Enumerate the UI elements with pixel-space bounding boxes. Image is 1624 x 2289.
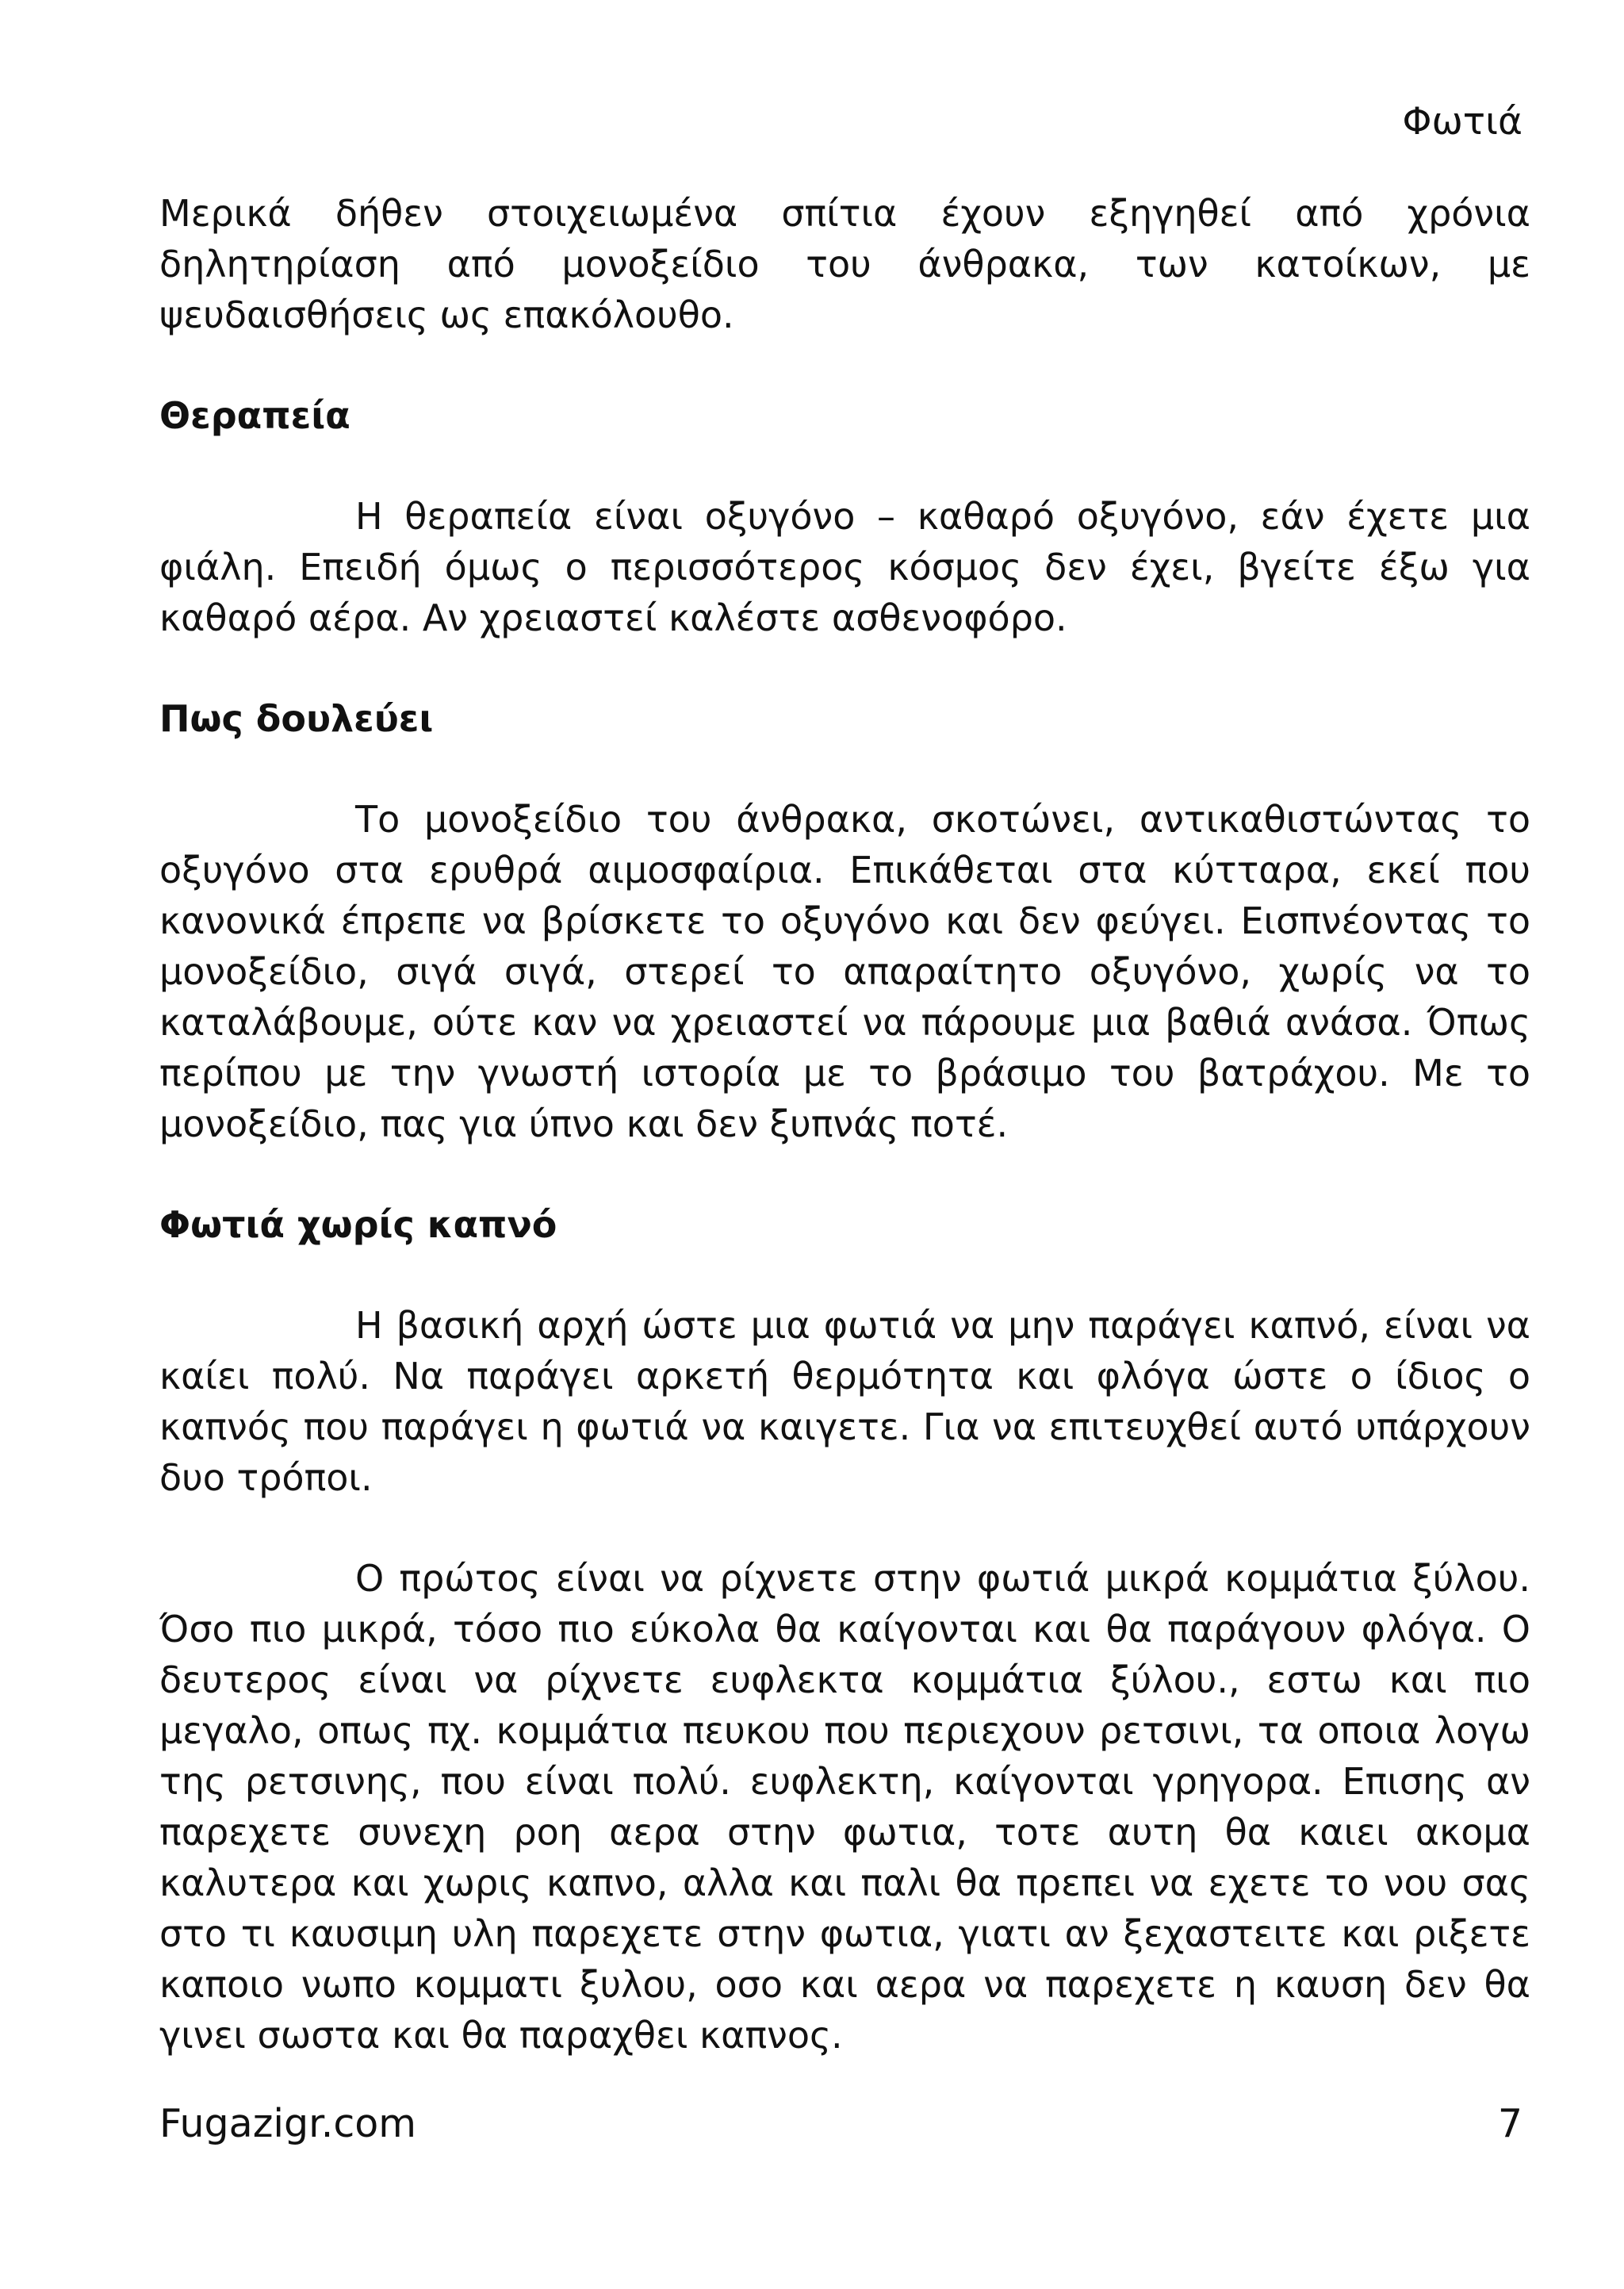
running-head-title: Φωτιά	[1402, 100, 1522, 144]
spacer	[159, 1503, 1530, 1553]
therapy-paragraph: Η θεραπεία είναι οξυγόνο – καθαρό οξυγόνο, εάν έχετε μια φιάλη. Επειδή όμως ο περισσότερος κόσμος δεν έχει, βγείτε έξω για καθαρό αέρα. Αν χρειαστεί καλέστε ασθενοφόρο.	[159, 495, 1530, 639]
smokeless-fire-paragraph-1: Η βασική αρχή ώστε μια φωτιά να μην παράγει καπνό, είναι να καίει πολύ. Να παράγει αρκετή θερμότητα και φλόγα ώστε ο ίδιος ο καπνός που παράγει η φωτιά να καιγετε. Για να επιτευχθεί αυτό υπάρχουν δυο τρόποι.	[159, 1304, 1530, 1499]
spacer	[159, 441, 1530, 491]
page-number: 7	[1497, 2101, 1522, 2146]
spacer	[159, 1149, 1530, 1199]
spacer	[159, 744, 1530, 794]
spacer	[159, 1250, 1530, 1300]
how-it-works-heading: Πως δουλεύει	[159, 697, 434, 740]
page-body	[159, 188, 1530, 2061]
smokeless-fire-heading: Φωτιά χωρίς καπνό	[159, 1203, 557, 1246]
spacer	[159, 340, 1530, 390]
how-it-works-paragraph: Το μονοξείδιο του άνθρακα, σκοτώνει, αντικαθιστώντας το οξυγόνο στα ερυθρά αιμοσφαίρια. Επικάθεται στα κύτταρα, εκεί που κανονικά έπρεπε να βρίσκετε το οξυγόνο και δεν φεύγει. Εισπνέοντας το μονοξείδιο, σιγά σιγά, στερεί το απαραίτητο οξυγόνο, χωρίς να το καταλάβουμε, ούτε καν να χρειαστεί να πάρουμε μια βαθιά ανάσα. Όπως περίπου με την γνωστή ιστορία με το βράσιμο του βατράχου. Με το μονοξείδιο, πας για ύπνο και δεν ξυπνάς ποτέ.	[159, 798, 1530, 1145]
smokeless-fire-paragraph-2: Ο πρώτος είναι να ρίχνετε στην φωτιά μικρά κομμάτια ξύλου. Όσο πιο μικρά, τόσο πιο εύκολα θα καίγονται και θα παράγουν φλόγα. Ο δευτερος είναι να ρίχνετε ευφλεκτα κομμάτια ξύλου., εστω και πιο μεγαλο, οπως πχ. κομμάτια πευκου που περιεχουν ρετσινι, τα οποια λογω της ρετσινης, που είναι πολύ. ευφλεκτη, καίγονται γρηγορα. Επισης αν παρεχετε συνεχη ροη αερα στην φωτια, τοτε αυτη θα καιει ακομα καλυτερα και χωρις καπνο, αλλα και παλι θα πρεπει να εχετε το νου σας στο τι καυσιμη υλη παρεχετε στην φωτια, γιατι αν ξεχαστειτε και ριξετε καποιο νωπο κομματι ξυλου, οσο και αερα να παρεχετε η καυση δεν θα γινει σωστα και θα παραχθει καπνος.	[159, 1557, 1530, 2057]
spacer	[159, 643, 1530, 693]
therapy-heading: Θεραπεία	[159, 394, 350, 437]
footer-site: Fugazigr.com	[159, 2101, 417, 2146]
intro-paragraph: Μερικά δήθεν στοιχειωμένα σπίτια έχουν εξηγηθεί από χρόνια δηλητηρίαση από μονοξείδιο του άνθρακα, των κατοίκων, με ψευδαισθήσεις ως επακόλουθο.	[159, 192, 1530, 336]
